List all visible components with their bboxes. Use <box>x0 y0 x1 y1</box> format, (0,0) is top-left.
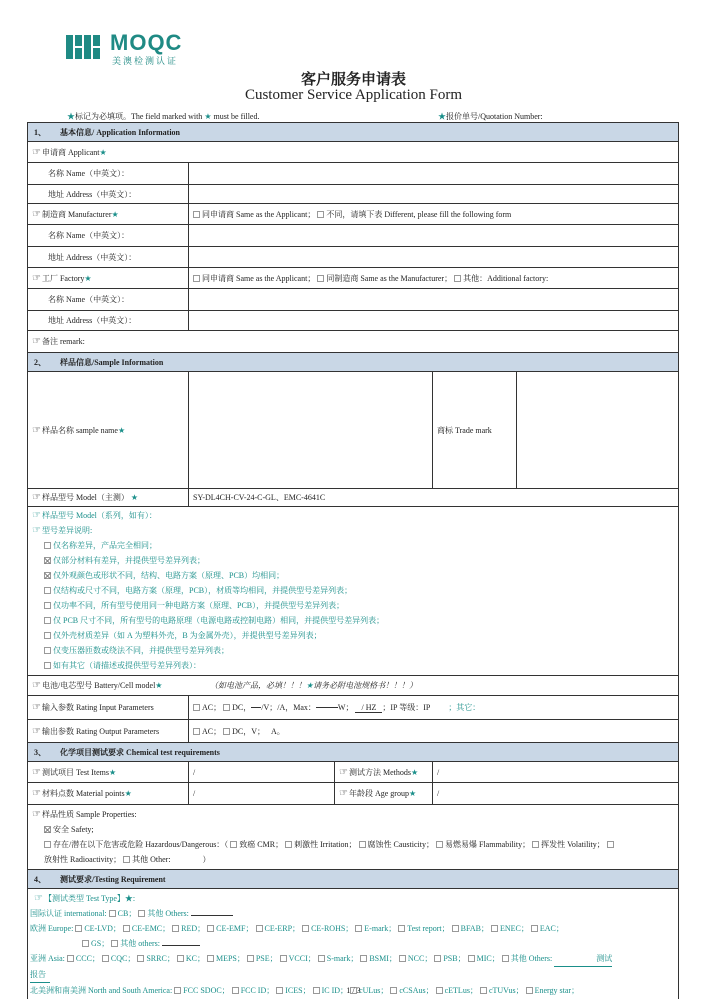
pointing-hand-icon: ☞ <box>32 702 41 713</box>
checkbox[interactable] <box>44 602 51 609</box>
checkbox[interactable] <box>123 925 130 932</box>
pointing-hand-icon: ☞ <box>32 424 41 436</box>
applicant-address-field[interactable] <box>188 185 678 203</box>
form-title-en: Customer Service Application Form <box>244 87 463 103</box>
pointing-hand-icon: ☞ <box>339 788 348 799</box>
checkbox[interactable] <box>607 841 614 848</box>
pointing-hand-icon: ☞ <box>339 766 348 778</box>
pointing-hand-icon: ☞ <box>32 766 41 778</box>
checkbox[interactable] <box>468 955 475 962</box>
trademark-label: 商标 Trade mark <box>432 372 516 488</box>
input-params-row: ☞ 输入参数 Rating Input Parameters AC； DC， /V； /A，Max： W； / HZ ；IP 等级：IP ；其它： <box>28 696 678 720</box>
checkbox[interactable] <box>172 925 179 932</box>
checkbox-dc[interactable] <box>223 728 230 735</box>
manufacturer-address-field[interactable] <box>188 247 678 267</box>
checkbox[interactable] <box>44 647 51 654</box>
model-diff-item[interactable]: 如有其它（请描述或提供型号差异列表）： <box>44 658 674 673</box>
required-note: ★标记为必填项。The field marked with ★ must be filled. <box>67 112 260 121</box>
pointing-hand-icon: ☞ <box>32 208 41 220</box>
manufacturer-name-row: 名称 Name（中英文）： <box>28 225 678 247</box>
asia-other-field[interactable]: 测试 <box>554 951 612 967</box>
checkbox[interactable] <box>256 925 263 932</box>
factory-address-field[interactable] <box>188 311 678 330</box>
checkbox[interactable] <box>111 940 118 947</box>
checkbox[interactable] <box>302 925 309 932</box>
checkbox-hazard[interactable] <box>44 841 51 848</box>
factory-row: ☞ 工厂 Factory ★ 同申请商 Same as the Applicant； 同制造商 Same as the Manufacturer； 其他：Additional factory: <box>28 268 678 289</box>
checkbox[interactable] <box>75 925 82 932</box>
pointing-hand-icon: ☞ <box>34 893 43 904</box>
model-diff-item[interactable]: 仅 PCB 尺寸不同，所有型号的电路原理（电源电路或控制电路）相同，并提供型号差异列表； <box>44 613 674 628</box>
checkbox[interactable] <box>44 632 51 639</box>
applicant-name-field[interactable] <box>188 163 678 184</box>
checkbox[interactable] <box>207 925 214 932</box>
applicant-address-row <box>28 185 678 204</box>
checkbox-dc[interactable] <box>223 704 230 711</box>
checkbox[interactable] <box>531 925 538 932</box>
checkbox[interactable] <box>44 662 51 669</box>
section-header-sample: 2、 样品信息/Sample Information <box>28 353 678 372</box>
manufacturer-name-field[interactable] <box>188 225 678 246</box>
checkbox[interactable] <box>177 955 184 962</box>
star-icon: ★ <box>438 112 446 121</box>
checkbox[interactable] <box>355 925 362 932</box>
quotation-number: ★报价单号/Quotation Number: <box>438 112 543 121</box>
model-diff-item[interactable]: 仅结构或尺寸不同，电路方案（原理，PCB），材质等均相同，并提供型号差异列表； <box>44 583 674 598</box>
model-diff-list <box>32 538 674 673</box>
applicant-name-row <box>28 163 678 185</box>
star-icon: ★ <box>204 112 212 121</box>
model-diff-item[interactable]: 仅外观颜色或形状不同，结构、电路方案（原理、PCB）均相同； <box>44 568 674 583</box>
section-header-testing: 4、 测试要求/Testing Requirement <box>28 870 678 889</box>
sample-name-row: ☞ 样品名称 sample name ★ 商标 Trade mark <box>28 372 678 489</box>
checkbox[interactable] <box>317 211 324 218</box>
logo-text: MOQC <box>110 30 183 55</box>
pointing-hand-icon: ☞ <box>32 492 41 503</box>
model-diff-item[interactable]: 仅变压器匝数或绕法不同，并提供型号差异列表； <box>44 643 674 658</box>
factory-name-field[interactable] <box>188 289 678 310</box>
chem-items-row: ☞ 测试项目 Test Items ★ / ☞ 测试方法 Methods ★ / <box>28 762 678 783</box>
model-diff-item[interactable]: 仅部分材料有差异，并提供型号差异列表； <box>44 553 674 568</box>
checkbox[interactable] <box>398 925 405 932</box>
sample-name-field[interactable] <box>188 372 432 488</box>
remark-row: ☞ 备注 remark: <box>28 331 678 353</box>
pointing-hand-icon: ☞ <box>32 525 41 536</box>
pointing-hand-icon: ☞ <box>32 510 41 521</box>
checkbox[interactable] <box>193 275 200 282</box>
moqc-logo <box>66 32 196 66</box>
pointing-hand-icon: ☞ <box>32 680 41 691</box>
form-title-cn: 客户服务申请表 <box>300 72 406 88</box>
model-diff-item[interactable]: 仅功率不同，所有型号使用同一种电路方案（原理、PCB），并提供型号差异列表； <box>44 598 674 613</box>
page-number: 1 / 3 <box>346 986 361 995</box>
checkbox[interactable] <box>230 841 237 848</box>
model-diff-item[interactable]: 仅外壳材质差异（如 A 为塑料外壳，B 为金属外壳），并提供型号差异列表； <box>44 628 674 643</box>
pointing-hand-icon: ☞ <box>32 336 41 347</box>
checkbox[interactable] <box>247 955 254 962</box>
checkbox[interactable] <box>452 925 459 932</box>
factory-address-row: 地址 Address（中英文）： <box>28 311 678 331</box>
checkbox[interactable] <box>137 955 144 962</box>
checkbox[interactable] <box>67 955 74 962</box>
sample-properties-row: ☞样品性质 Sample Properties: 安全 Safety; 存在/潜在以下危害或危险 Hazardous/Dangerous：（ 致癌 CMR； 刺激性 Irritation； 腐蚀性 Causticity； 易燃易爆 Flammability； 挥发性 Volatility； 放射性 Radioactivity； 其他 Other: ） <box>28 805 678 870</box>
pointing-hand-icon: ☞ <box>32 788 41 799</box>
pointing-hand-icon: ☞ <box>32 725 41 737</box>
checkbox[interactable] <box>193 211 200 218</box>
checkbox[interactable] <box>317 275 324 282</box>
checkbox[interactable] <box>436 841 443 848</box>
sample-model-value[interactable]: SY-DL4CH-CV-24-C-GL、EMC-4641C <box>188 489 678 506</box>
checkbox[interactable] <box>44 572 51 579</box>
star-icon: ★ <box>67 112 75 121</box>
pointing-hand-icon: ☞ <box>32 272 41 284</box>
chem-material-row: ☞ 材料点数 Material points ★ / ☞ 年龄段 Age group ★ / <box>28 783 678 805</box>
checkbox[interactable] <box>44 587 51 594</box>
checkbox[interactable] <box>44 617 51 624</box>
checkbox[interactable] <box>138 910 145 917</box>
checkbox-ac[interactable] <box>193 728 200 735</box>
pointing-hand-icon: ☞ <box>32 809 41 820</box>
checkbox[interactable] <box>532 841 539 848</box>
manufacturer-address-row: 地址 Address（中英文）： <box>28 247 678 268</box>
checkbox[interactable] <box>109 910 116 917</box>
checkbox[interactable] <box>360 955 367 962</box>
trademark-field[interactable] <box>516 372 678 488</box>
applicant-name-label: 名称 Name（中英文）： <box>48 169 130 178</box>
checkbox[interactable] <box>399 955 406 962</box>
battery-row: ☞ 电池/电芯型号 Battery/Cell model ★ （如电池产品，必填！！！ ★ 请务必附电池规格书！！！） <box>28 676 678 696</box>
applicant-row: ☞ 申请商 Applicant ★ <box>28 142 678 163</box>
checkbox[interactable] <box>82 940 89 947</box>
logo-mark-icon <box>66 33 106 61</box>
factory-name-row: 名称 Name（中英文）： <box>28 289 678 311</box>
checkbox[interactable] <box>102 955 109 962</box>
model-diff-row: ☞样品型号 Model（系列，如有）： ☞型号差异说明: 仅名称差异，产品完全相同； 仅部分材料有差异，并提供型号差异列表； 仅外观颜色或形状不同，结构、电路方案（原理、PCB）均相同； 仅结构或尺寸不同，电路方案（原理，PCB），材质等均相同，并提供型号差异列表； 仅功率不同，所有型号使用同一种电路方案（原理、PCB），并提供型号差异列表； 仅 PCB 尺寸不同，所有型号的电路原理（电源电路或控制电路）相同，并提供型号差异列表； 仅外壳材质差异（如 A 为塑料外壳，B 为金属外壳），并提供型号差异列表； 仅变压器匝数或绕法不同，并提供型号差异列表； 如有其它（请描述或提供型号差异列表）： <box>28 507 678 676</box>
checkbox-safety[interactable] <box>44 826 51 833</box>
section-header-chemical: 3、 化学项目测试要求 Chemical test requirements <box>28 743 678 762</box>
checkbox[interactable] <box>318 955 325 962</box>
checkbox[interactable] <box>44 557 51 564</box>
checkbox[interactable] <box>285 841 292 848</box>
checkbox[interactable] <box>44 542 51 549</box>
checkbox[interactable] <box>123 856 130 863</box>
logo-subtitle: 美澳检测认证 <box>112 57 179 67</box>
checkbox[interactable] <box>502 955 509 962</box>
pointing-hand-icon: ☞ <box>32 146 41 158</box>
checkbox[interactable] <box>454 275 461 282</box>
checkbox[interactable] <box>491 925 498 932</box>
section-header-application: 1、 基本信息/ Application Information <box>28 123 678 142</box>
model-diff-item[interactable]: 仅名称差异，产品完全相同； <box>44 538 674 553</box>
checkbox[interactable] <box>207 955 214 962</box>
sample-model-row: ☞ 样品型号 Model（主测） ★ SY-DL4CH-CV-24-C-GL、EMC-4641C <box>28 489 678 507</box>
checkbox[interactable] <box>359 841 366 848</box>
applicant-address-label: 地址 Address（中英文）： <box>48 189 137 199</box>
checkbox-ac[interactable] <box>193 704 200 711</box>
test-type-row: ☞【测试类型 Test Type】★: 国际认证 international: CB； 其他 Others: 欧洲 Europe: CE-LVD； CE-EMC； RED； CE-EMF； CE-ERP； CE-ROHS； E-mark； Test report； BFAB； ENEC； EAC； GS； 其他 others: 亚洲 Asia: CCC； CQC； SRRC； KC； MEPS； PSE； VCCI； S-mark； BSMI； NCC； PSB； MIC； 其他 Others: 测试 报告 北美洲和南美洲 North and South America: FCC SDOC； FCC ID； ICES； IC ID； cULus； cCSAus； cETLus； cTUVus； Energy star； <box>30 893 613 995</box>
checkbox[interactable] <box>280 955 287 962</box>
manufacturer-row: ☞ 制造商 Manufacturer ★ 同申请商 Same as the Applicant； 不同，请填下表 Different, please fill the following form <box>28 204 678 225</box>
application-form <box>27 122 679 999</box>
output-params-row: ☞ 输出参数 Rating Output Parameters AC； DC， V； A。 <box>28 720 678 743</box>
checkbox[interactable] <box>434 955 441 962</box>
